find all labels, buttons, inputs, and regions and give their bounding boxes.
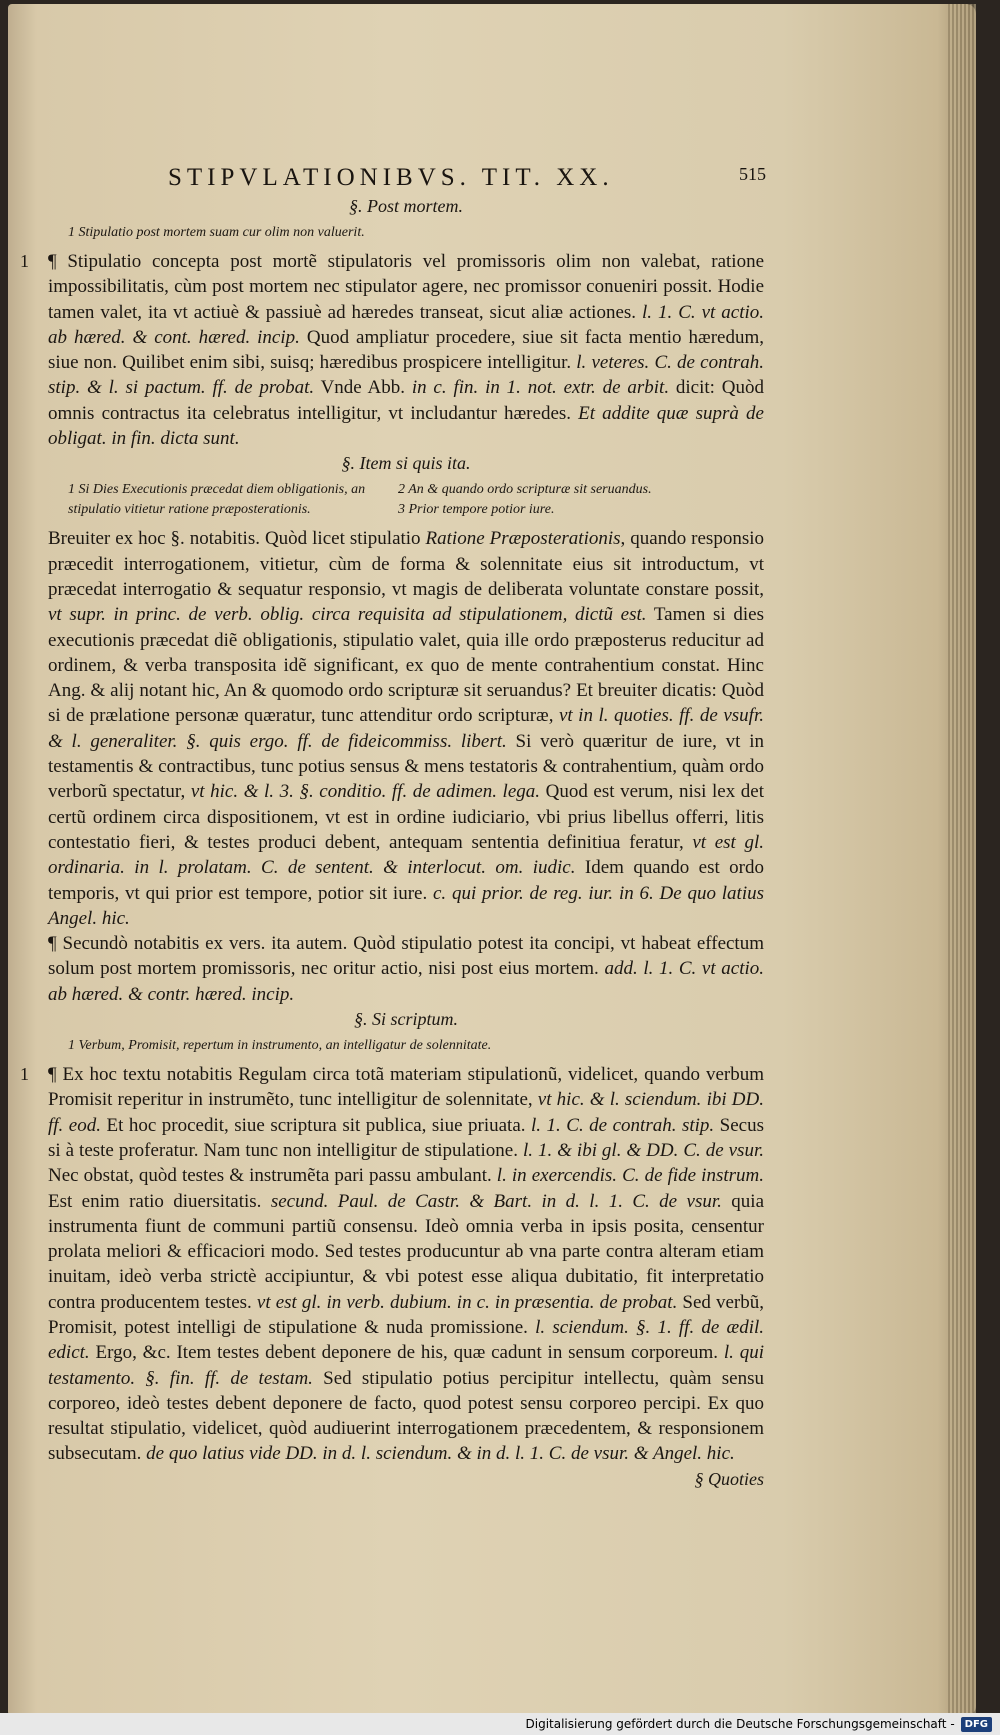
margin-number: 1 bbox=[20, 1064, 29, 1085]
sections bbox=[20, 196, 765, 1467]
body-text: Secus si à teste proferatur. Nam tunc non intelligitur de stipulatione. bbox=[48, 1114, 764, 1161]
body-text: ¶ Stipulatio concepta post mortẽ stipulatoris vel promissoris olim non valebat, ratione impossibilitatis, cùm post mortem nec stipulator agere, nec promissor conueniri possit. Hodie tamen valet, ita vt actiuè & passiuè ad hæredes transeat, sicut aliæ actiones. bbox=[48, 251, 764, 323]
body-text: Est enim ratio diuersitatis. bbox=[48, 1190, 271, 1212]
footer-text: Digitalisierung gefördert durch die Deutsche Forschungsgemeinschaft - bbox=[525, 1717, 955, 1731]
body-text: ¶ Ex hoc textu notabitis Regulam circa totã materiam stipulationũ, videlicet, quando verbum Promisit reperitur in instrumẽto, tunc intelligitur de solennitate, bbox=[48, 1064, 764, 1111]
section-summary: 1 Verbum, Promisit, repertum in instrumento, an intelligatur de solennitate. bbox=[68, 1038, 492, 1054]
citation-text: Et addite quæ suprà de obligat. in fin. dicta sunt. bbox=[48, 402, 764, 450]
body-text: dicit: Quòd omnis contractus ita celebratus intelligitur, vt includantur hæredes. bbox=[48, 377, 764, 424]
section-title: §. Si scriptum. bbox=[353, 1009, 458, 1030]
body-paragraph bbox=[20, 1062, 765, 1467]
page-content bbox=[20, 154, 766, 1490]
body-text: Sed verbũ, Promisit, potest intelligi de stipulatione & nuda promissione. bbox=[48, 1291, 765, 1338]
page-number: 515 bbox=[739, 164, 766, 184]
citation-text: vt hic. & l. sciendum. ibi DD. ff. eod. bbox=[48, 1089, 764, 1136]
body-paragraph bbox=[48, 931, 764, 1007]
citation-text: l. 1. & ibi gl. & DD. C. de vsur. bbox=[522, 1139, 764, 1161]
citation-text: l. 1. C. de contrah. stip. bbox=[531, 1114, 715, 1136]
body-text: Ergo, &c. Item testes debent deponere de his, quæ cadunt in sensum corporeum. bbox=[89, 1342, 724, 1364]
body-text: Quod est verum, nisi lex det certũ ordinem circa dispositionem, vt est in ordine iudiciario, vbi prius libellus offerri, litis contestatio fieri, & testes produci debent, antequam sententia definitiua feratur, bbox=[48, 781, 765, 853]
body-text: Et hoc procedit, siue scriptura sit publica, siue priuata. bbox=[100, 1114, 532, 1136]
body-text: Breuiter ex hoc §. notabitis. Quòd licet stipulatio bbox=[48, 528, 426, 550]
summary-line: 3 Prior tempore potior iure. bbox=[398, 502, 555, 518]
citation-text: vt supr. in princ. de verb. oblig. circa requisita ad stipulationem, dictũ est. bbox=[48, 604, 647, 626]
summary-column bbox=[398, 480, 728, 520]
citation-text: l. sciendum. §. 1. ff. de ædil. edict. bbox=[48, 1316, 765, 1364]
book-page bbox=[8, 4, 976, 1716]
citation-text: vt est gl. ordinaria. in l. prolatam. C. de sentent. & interlocut. om. iudic. bbox=[48, 831, 764, 879]
body-text: Nec obstat, quòd testes & instrumẽta pari passu ambulant. bbox=[48, 1165, 497, 1187]
digitization-footer bbox=[0, 1713, 1000, 1735]
body-text: Vnde Abb. bbox=[314, 377, 412, 399]
body-text: quia instrumenta fiunt de communi partiũ consensu. Ideò omnia verba in ipsis posita, censentur prolata meliori & efficaciori modo. Sed testes producuntur ab vna parte contra alteram etiam inuitam, ideò verba strictè accipiuntur, & vbi potest esse aliqua dubitatio, fit interpretatio contra producentem testes. bbox=[48, 1190, 764, 1313]
citation-text: add. l. 1. C. vt actio. ab hæred. & contr. hæred. incip. bbox=[48, 958, 765, 1005]
body-paragraph bbox=[48, 526, 764, 931]
page-edges bbox=[948, 4, 976, 1716]
citation-text: c. qui prior. de reg. iur. in 6. De quo latius Angel. hic. bbox=[48, 882, 764, 929]
citation-text: l. qui testamento. §. fin. ff. de testam. bbox=[48, 1342, 764, 1389]
section-title: §. Post mortem. bbox=[349, 196, 463, 216]
section-summary-columns bbox=[68, 480, 764, 520]
citation-text: vt est gl. in verb. dubium. in c. in præsentia. de probat. bbox=[256, 1291, 678, 1313]
running-head: STIPVLATIONIBVS. TIT. XX. bbox=[168, 164, 614, 191]
citation-text: vt in l. quoties. ff. de vsufr. & l. generaliter. §. quis ergo. ff. de fideicommiss. libert. bbox=[48, 705, 764, 752]
page-header bbox=[48, 154, 764, 194]
margin-number: 1 bbox=[20, 251, 29, 271]
citation-text: de quo latius vide DD. in d. l. sciendum. & in d. l. 1. C. de vsur. & Angel. hic. bbox=[146, 1443, 735, 1465]
section-summary: 1 Stipulatio post mortem suam cur olim non valuerit. bbox=[68, 225, 365, 240]
body-text: Sed stipulatio potius percipitur intellectu, quàm sensu corporeo, ideò testes debent deponere de facto, quod potest sensu corporeo percipi. Ex quo resultat stipulatio, videlicet, quòd audiuerint interrogationem præcedentem, & responsionem subsecutam. bbox=[48, 1367, 764, 1465]
catchword: § Quoties bbox=[694, 1468, 764, 1489]
summary-column bbox=[68, 480, 398, 520]
body-text: , quando responsio præcedit interrogationem, vitietur, cùm de forma & solennitate eius sit introductum, vt præcedat interrogatio & sequatur responsio, vt magis de deliberata voluntate constare possit, bbox=[48, 528, 764, 600]
citation-text: secund. Paul. de Castr. & Bart. in d. l. 1. C. de vsur. bbox=[270, 1190, 722, 1212]
citation-text: l. veteres. C. de contrah. stip. & l. si pactum. ff. de probat. bbox=[48, 352, 764, 399]
citation-text: l. in exercendis. C. de fide instrum. bbox=[496, 1165, 764, 1187]
section-title: §. Item si quis ita. bbox=[341, 453, 471, 474]
body-text: Quod ampliatur procedere, siue sit facta mentio hæredum, siue non. Quilibet enim sibi, suisq; hæredibus prospicere intelligitur. bbox=[48, 326, 764, 374]
body-paragraph bbox=[20, 249, 764, 451]
body-text: Si verò quæritur de iure, vt in testamentis & contractibus, tunc potius sensus & mens testatoris & contrahentium, quàm ordo verborũ spectatur, bbox=[48, 730, 764, 803]
dfg-logo: DFG bbox=[961, 1717, 992, 1732]
body-text: Tamen si dies executionis præcedat diẽ obligationis, stipulatio valet, quia ille ordo præposterus reducitur ad ordinem, & verba transposita idẽ significant, ex quo de mente contrahentium constat. Hinc Ang. & alij notant hic, An & quomodo ordo scripturæ sit seruandus? Et breuiter dicatis: Quòd si de prælatione personæ quæratur, tunc attenditur ordo scripturæ, bbox=[48, 604, 764, 727]
citation-text: l. 1. C. vt actio. ab hæred. & cont. hæred. incip. bbox=[48, 301, 764, 348]
citation-text: in c. fin. in 1. not. extr. de arbit. bbox=[411, 377, 670, 399]
body-text: ¶ Secundò notabitis ex vers. ita autem. Quòd stipulatio potest ita concipi, vt habeat effectum solum post mortem promissoris, nec oritur actio, nisi post eius mortem. bbox=[48, 933, 764, 980]
citation-text: vt hic. & l. 3. §. conditio. ff. de adimen. lega. bbox=[190, 781, 541, 803]
citation-text: Ratione Præposterationis bbox=[425, 528, 621, 550]
body-text: Idem quando est ordo temporis, vt qui prior est tempore, potior sit iure. bbox=[48, 857, 764, 904]
summary-line: 1 Si Dies Executionis præcedat diem obligationis, an stipulatio vitietur ratione præposterationis. bbox=[68, 482, 366, 518]
summary-line: 2 An & quando ordo scripturæ sit seruandus. bbox=[398, 482, 652, 498]
